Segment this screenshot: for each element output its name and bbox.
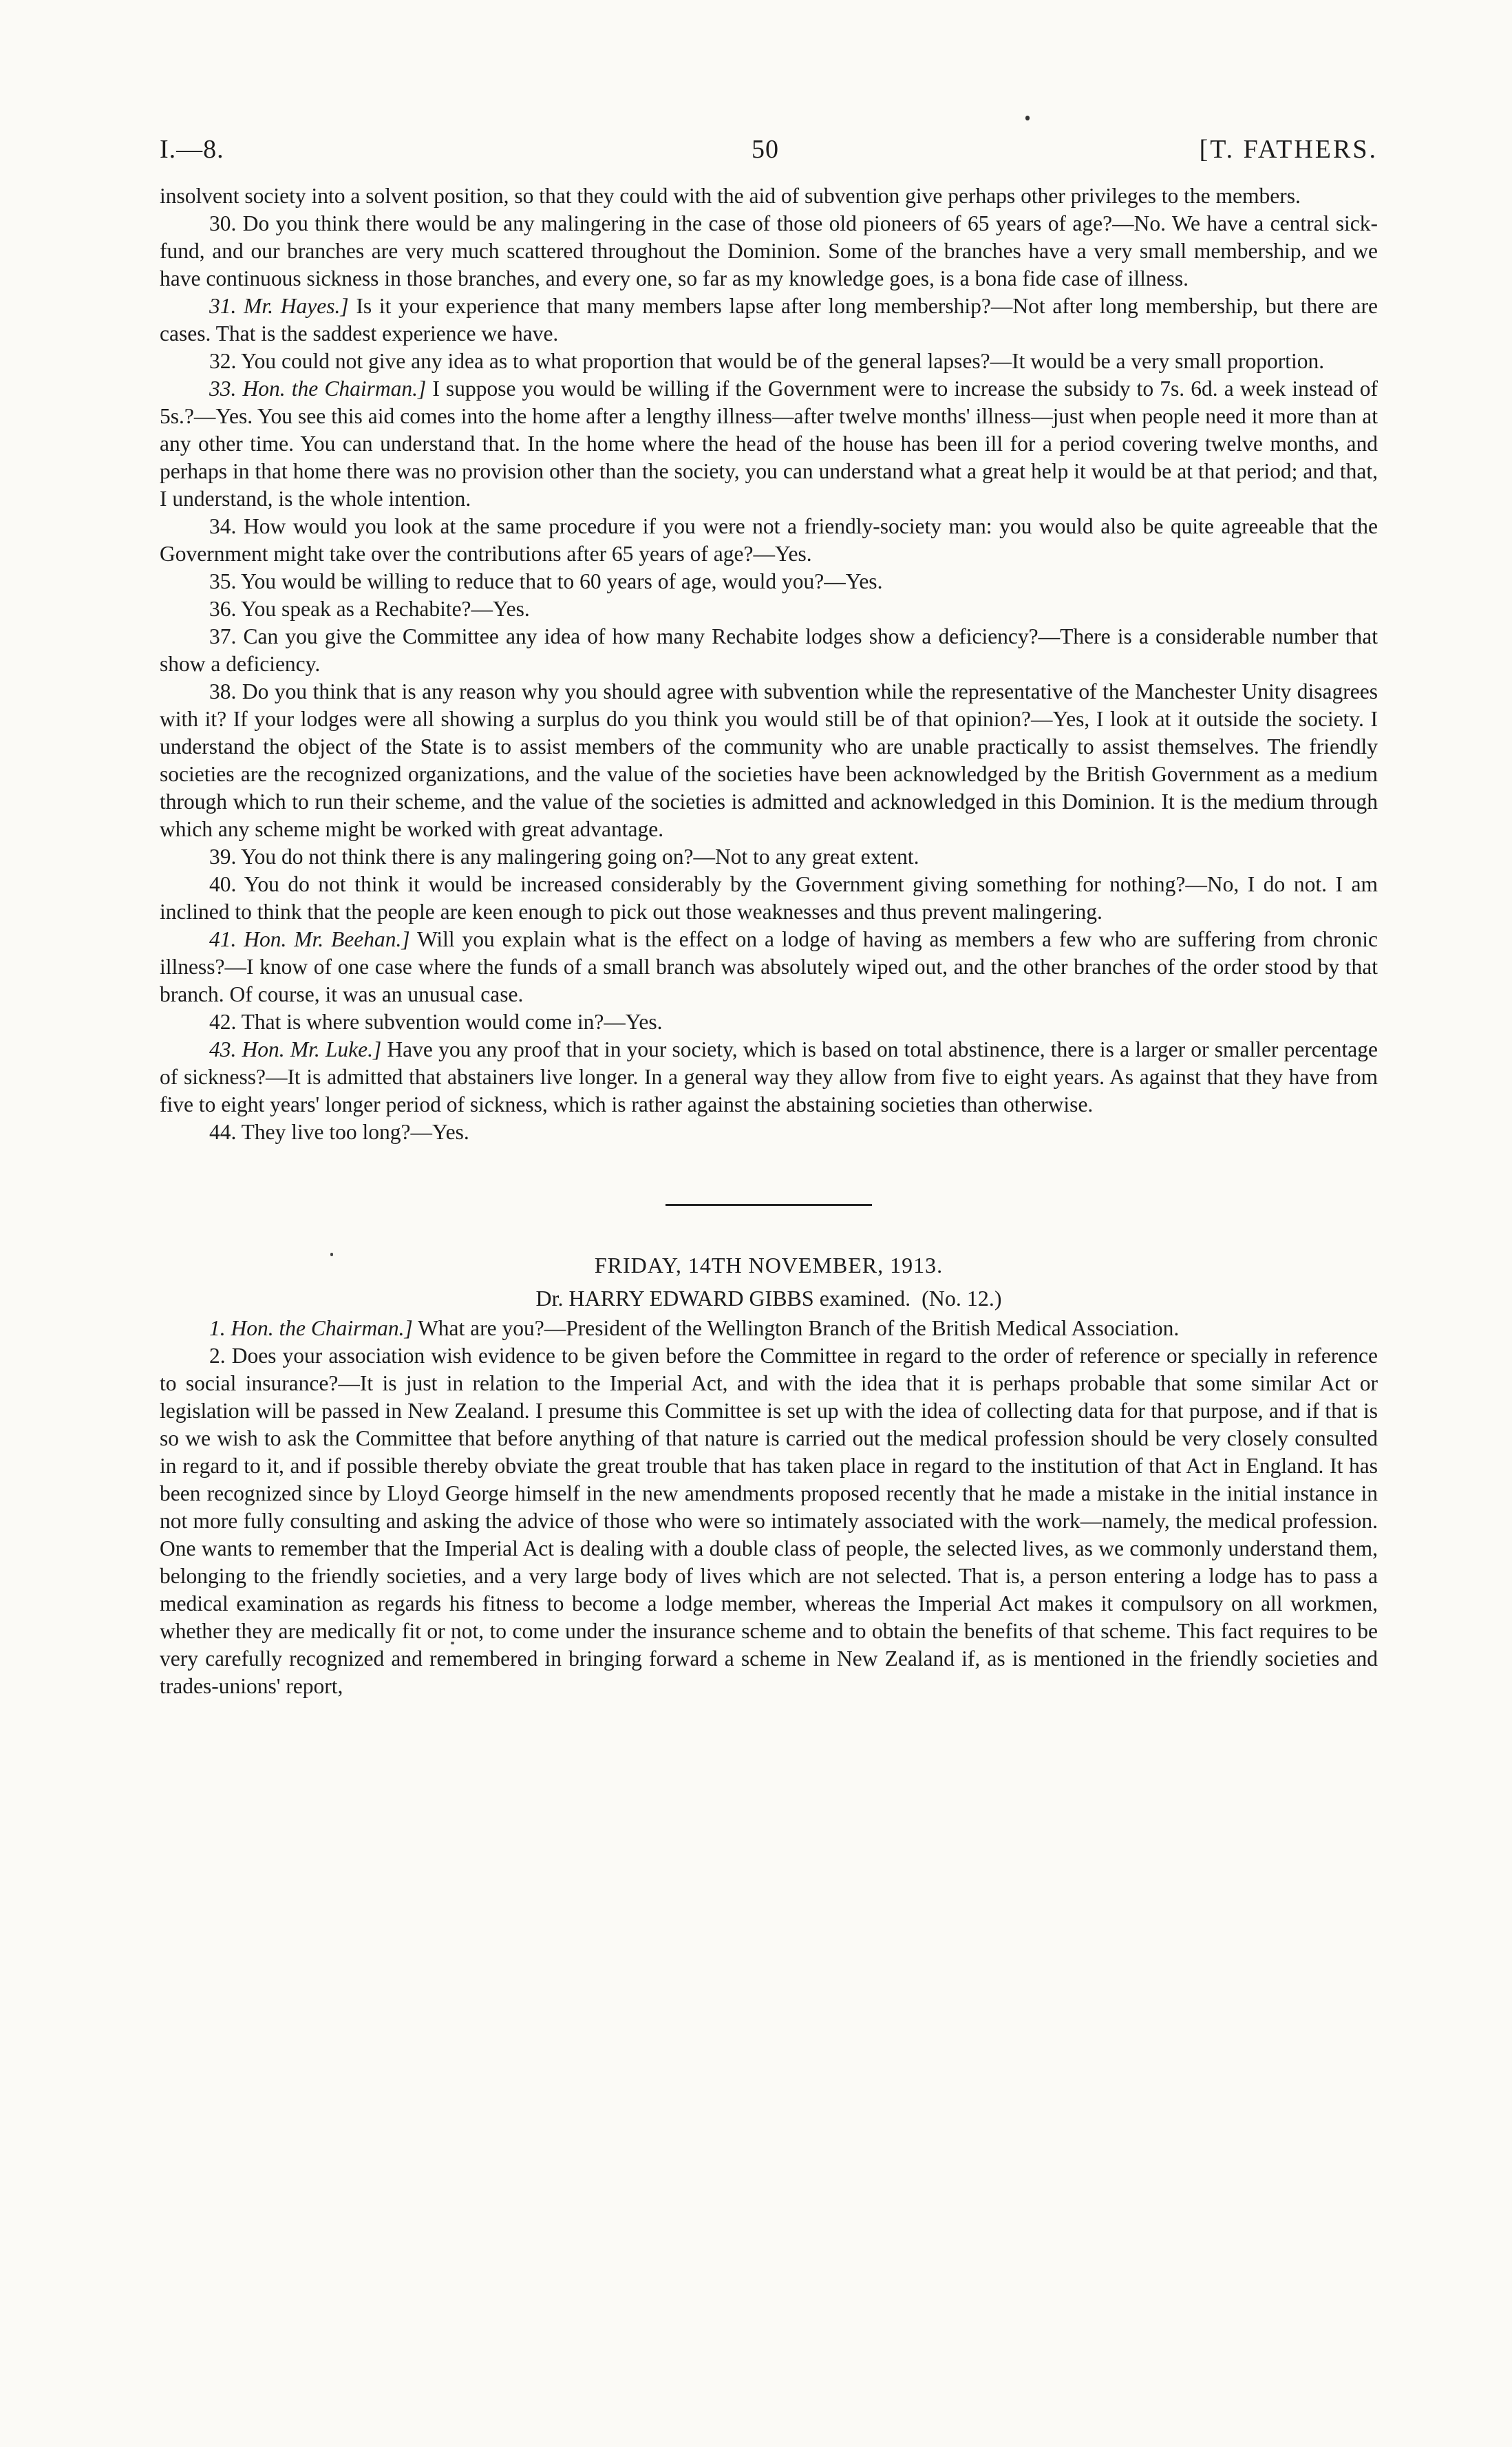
paragraph-text: 39. You do not think there is any malingering going on?—Not to any great extent. <box>209 845 919 869</box>
question-paragraph <box>160 1008 1378 1036</box>
paragraph-text: insolvent society into a solvent position, so that they could with the aid of subvention give perhaps other privileges to the members. <box>160 184 1301 208</box>
speaker-label: 41. Hon. Mr. Beehan.] <box>209 927 410 951</box>
question-paragraph <box>160 926 1378 1008</box>
paragraph-text: 2. Does your association wish evidence to be given before the Committee in regard to the order of reference or specially in reference to social insurance?—It is just in relation to the Imperial Act, and with the idea that it is perhaps probable that some similar Act or legislation will be passed in New Zealand. I presume this Committee is set up with the idea of collecting data for that purpose, and if that is so we wish to ask the Committee that before anything of that nature is carried out the medical profession should be very closely consulted in regard to it, and if possible thereby obviate the great trouble that has taken place in regard to the institution of that Act in England. It has been recognized since by Lloyd George himself in the new amendments proposed recently that he made a mistake in the initial instance in not more fully consulting and asking the advice of those who were so intimately associated with the work—namely, the medical profession. One wants to remember that the Imperial Act is dealing with a double class of people, the selected lives, as we commonly understand them, belonging to the friendly societies, and a very large body of lives which are not selected. That is, a person entering a lodge has to pass a medical examination as regards his fitness to become a lodge member, whereas the Imperial Act makes it compulsory on all workmen, whether they are medically fit or not, to come under the insurance scheme and to obtain the benefits of that scheme. This fact requires to be very carefully recognized and remembered in bringing forward a scheme in New Zealand if, as is mentioned in the friendly societies and trades-unions' report, <box>160 1344 1378 1698</box>
paragraph-text: 34. How would you look at the same procedure if you were not a friendly-society man: you would also be quite agreeable that the Government might take over the contributions after 65 years of age?—Yes. <box>160 514 1378 566</box>
question-paragraph <box>160 623 1378 678</box>
question-paragraph <box>160 375 1378 513</box>
paragraph-text: 32. You could not give any idea as to what proportion that would be of the general lapses?—It would be a very small proportion. <box>209 349 1325 373</box>
paper-reference: I.—8. <box>160 135 224 164</box>
question-paragraph <box>160 348 1378 375</box>
document-page <box>160 134 1378 1700</box>
question-paragraph <box>160 595 1378 623</box>
paragraph-text: 37. Can you give the Committee any idea of how many Rechabite lodges show a deficiency?—There is a considerable number that show a deficiency. <box>160 624 1378 676</box>
date-heading: FRIDAY, 14TH NOVEMBER, 1913. <box>594 1253 944 1278</box>
evidence-section-fathers <box>160 182 1378 1146</box>
paragraph-text: 38. Do you think that is any reason why you should agree with subvention while the representative of the Manchester Unity disagrees with it? If your lodges were all showing a surplus do you think you would still be of that opinion?—Yes, I look at it outside the society. I understand the object of the State is to assist members of the community who are unable practically to assist themselves. The friendly societies are the recognized organizations, and the value of the societies have been acknowledged by the British Government as a medium through which to run their scheme, and the value of the societies is admitted and acknowledged in this Dominion. It is the medium through which any scheme might be worked with great advantage. <box>160 679 1378 841</box>
scan-speck <box>1025 116 1030 120</box>
paragraph-text: 42. That is where subvention would come in?—Yes. <box>209 1010 663 1034</box>
question-paragraph <box>160 210 1378 293</box>
question-paragraph <box>160 568 1378 595</box>
page-number: 50 <box>752 135 779 164</box>
paragraph-text: 36. You speak as a Rechabite?—Yes. <box>209 597 530 621</box>
page-header <box>160 134 1378 182</box>
paragraph-text: 40. You do not think it would be increased considerably by the Government giving something for nothing?—No, I do not. I am inclined to think that the people are keen enough to pick out those weaknesses and thus prevent malingering. <box>160 872 1378 924</box>
paragraph-text: 44. They live too long?—Yes. <box>209 1120 469 1144</box>
paragraph-text: 35. You would be willing to reduce that to 60 years of age, would you?—Yes. <box>209 569 883 593</box>
paragraph-text: 30. Do you think there would be any malingering in the case of those old pioneers of 65 years of age?—No. We have a central sick-fund, and our branches are very much scattered throughout the Dominion. Some of the branches have a very small membership, and we have continuous sickness in those branches, and every one, so far as my knowledge goes, is a bona fide case of illness. <box>160 211 1378 290</box>
question-paragraph <box>160 293 1378 348</box>
paragraph-text: What are you?—President of the Wellington Branch of the British Medical Association. <box>412 1316 1180 1340</box>
evidence-section-gibbs <box>160 1315 1378 1700</box>
question-paragraph <box>160 678 1378 843</box>
paragraph-text: Is it your experience that many members lapse after long membership?—Not after long membership, but there are cases. That is the saddest experience we have. <box>160 294 1378 346</box>
witness-heading <box>160 1283 1378 1313</box>
question-paragraph <box>160 1119 1378 1146</box>
question-paragraph <box>160 513 1378 568</box>
question-paragraph <box>160 182 1378 210</box>
paragraph-text: I suppose you would be willing if the Government were to increase the subsidy to 7s. 6d. a week instead of 5s.?—Yes. You see this aid comes into the home after a lengthy illness—after twelve months' illness—just when people need it more than at any other time. You can understand that. In the home where the head of the house has been ill for a period covering twelve months, and perhaps in that home there was no provision other than the society, you can understand what a great help it would be at that period; and that, I understand, is the whole intention. <box>160 377 1378 511</box>
question-paragraph <box>160 1036 1378 1119</box>
speaker-label: 33. Hon. the Chairman.] <box>209 377 427 401</box>
speaker-label: 43. Hon. Mr. Luke.] <box>209 1037 382 1061</box>
question-paragraph <box>160 843 1378 871</box>
witness-number: (No. 12.) <box>922 1286 1002 1311</box>
question-paragraph <box>160 1342 1378 1700</box>
witness-running-head: [T. FATHERS. <box>1199 135 1378 164</box>
speaker-label: 31. Mr. Hayes.] <box>209 294 349 318</box>
paragraph-text: Have you any proof that in your society, which is based on total abstinence, there is a larger or smaller percentage of sickness?—It is admitted that abstainers live longer. In a general way they allow from five to eight years. As against that they have from five to eight years' longer period of sickness, which is rather against the abstaining societies than otherwise. <box>160 1037 1378 1116</box>
question-paragraph <box>160 871 1378 926</box>
question-paragraph <box>160 1315 1378 1342</box>
paragraph-text: Will you explain what is the effect on a lodge of having as members a few who are suffering from chronic illness?—I know of one case where the funds of a small branch was absolutely wiped out, and the other branches of the order stood by that branch. Of course, it was an unusual case. <box>160 927 1378 1006</box>
witness-name: Dr. HARRY EDWARD GIBBS examined. <box>535 1286 911 1311</box>
section-divider <box>666 1204 872 1206</box>
speaker-label: 1. Hon. the Chairman.] <box>209 1316 413 1340</box>
